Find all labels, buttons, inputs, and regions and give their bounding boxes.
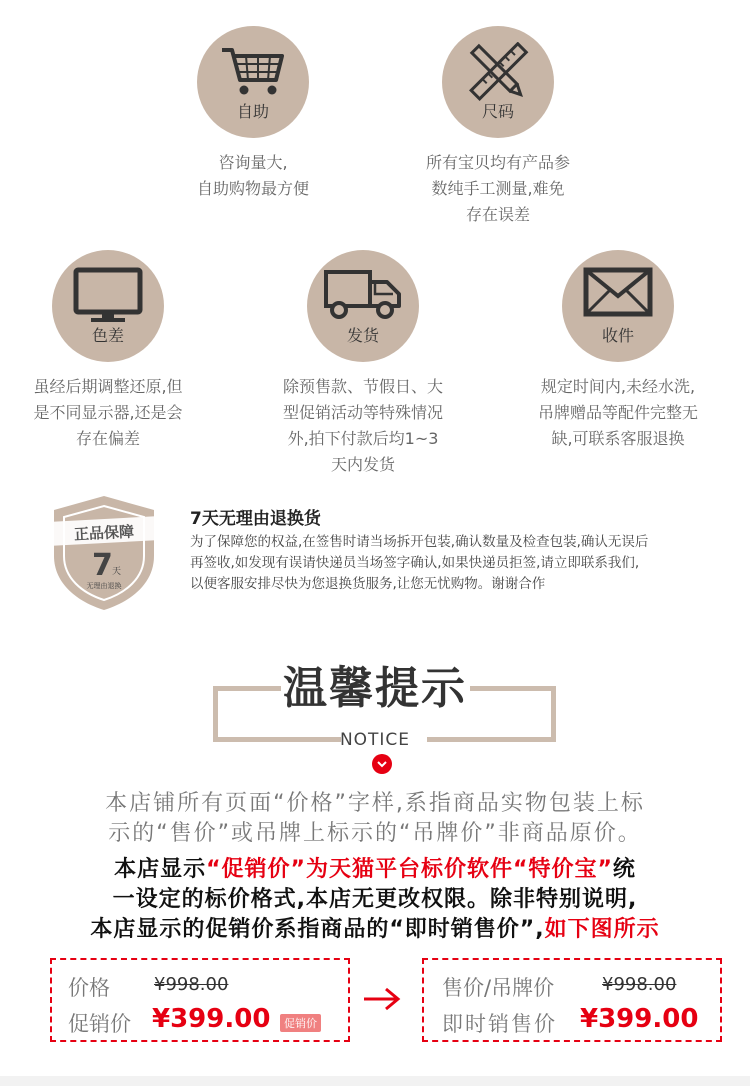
delivery-truck-icon <box>323 266 403 322</box>
feature-self-service <box>123 26 383 202</box>
badge-top-text: 正品保障 <box>73 522 135 544</box>
guarantee-text-line-2: 再签收,如发现有误请快递员当场签字确认,如果快递员拒签,请立即联系我们, <box>190 555 640 571</box>
feature-circle <box>52 250 164 362</box>
feature-label: 收件 <box>601 326 634 345</box>
feature-circle <box>442 26 554 138</box>
feature-description: 咨询量大, 自助购物最方便 <box>196 153 309 198</box>
notice-paragraph-line: 示的“售价”或吊牌上标示的“吊牌价”非商品原价。 <box>108 821 642 846</box>
right-arrow-icon <box>362 986 402 1016</box>
feature-receiving <box>488 250 748 452</box>
feature-description: 虽经后期调整还原,但 是不同显示器,还是会 存在偏差 <box>33 377 183 448</box>
instant-price-label: 即时销售价 <box>442 1012 557 1036</box>
original-price: ¥998.00 <box>602 974 677 995</box>
feature-label: 色差 <box>91 326 124 345</box>
envelope-icon <box>583 266 653 320</box>
guarantee-text-line-3: 以便客服安排尽快为您退换货服务,让您无忧购物。谢谢合作 <box>190 576 546 592</box>
feature-size <box>368 26 628 228</box>
price-label: 价格 <box>68 976 110 1000</box>
bottom-divider <box>0 1076 750 1086</box>
price-box-right <box>422 958 722 1042</box>
notice-text: 本店显示 <box>114 857 207 882</box>
badge-small-text: 无理由退换 <box>86 582 122 590</box>
shopping-cart-icon <box>218 42 288 98</box>
badge-number: 7 <box>92 548 113 583</box>
notice-red-text: “促销价”为天猫平台标价软件“特价宝” <box>206 857 613 882</box>
guarantee-badge <box>48 494 160 612</box>
feature-description: 规定时间内,未经水洗, 吊牌赠品等配件完整无 缺,可联系客服退换 <box>537 377 698 448</box>
feature-color-difference <box>0 250 238 452</box>
promo-price: ¥399.00 <box>152 1004 271 1034</box>
guarantee-text-line-1: 为了保障您的权益,在签售时请当场拆开包装,确认数量及检查包装,确认无误后 <box>190 534 649 550</box>
notice-highlight-line <box>0 912 750 943</box>
notice-subtitle: NOTICE <box>339 730 411 750</box>
notice-highlight-line: 一设定的标价格式,本店无更改权限。除非特别说明, <box>112 887 638 912</box>
feature-circle <box>307 250 419 362</box>
original-price: ¥998.00 <box>154 974 229 995</box>
price-box-left <box>50 958 350 1042</box>
notice-text: 统 <box>612 857 636 882</box>
feature-label: 自助 <box>236 102 269 121</box>
chevron-down-icon <box>372 754 392 774</box>
notice-highlight-line <box>0 852 750 883</box>
notice-red-text: 如下图所示 <box>544 917 660 942</box>
monitor-icon <box>73 266 143 324</box>
price-label: 售价/吊牌价 <box>442 976 555 1000</box>
promo-tag: 促销价 <box>280 1014 321 1032</box>
notice-text: 本店显示的促销价系指商品的“即时销售价”, <box>90 917 545 942</box>
feature-circle <box>197 26 309 138</box>
notice-paragraph-line: 本店铺所有页面“价格”字样,系指商品实物包装上标 <box>105 791 645 816</box>
feature-label: 发货 <box>346 326 379 345</box>
badge-day: 天 <box>112 567 122 577</box>
feature-label: 尺码 <box>481 102 514 121</box>
instant-price: ¥399.00 <box>580 1004 699 1034</box>
notice-title: 温馨提示 <box>283 663 467 714</box>
ruler-pencil-icon <box>466 42 530 102</box>
feature-description: 除预售款、节假日、大 型促销活动等特殊情况 外,拍下付款后均1~3 天内发货 <box>282 377 443 474</box>
guarantee-title: 7天无理由退换货 <box>190 509 321 529</box>
feature-shipping <box>233 250 493 478</box>
promo-price-label: 促销价 <box>68 1012 131 1036</box>
feature-description: 所有宝贝均有产品参 数纯手工测量,难免 存在误差 <box>425 153 570 224</box>
feature-circle <box>562 250 674 362</box>
